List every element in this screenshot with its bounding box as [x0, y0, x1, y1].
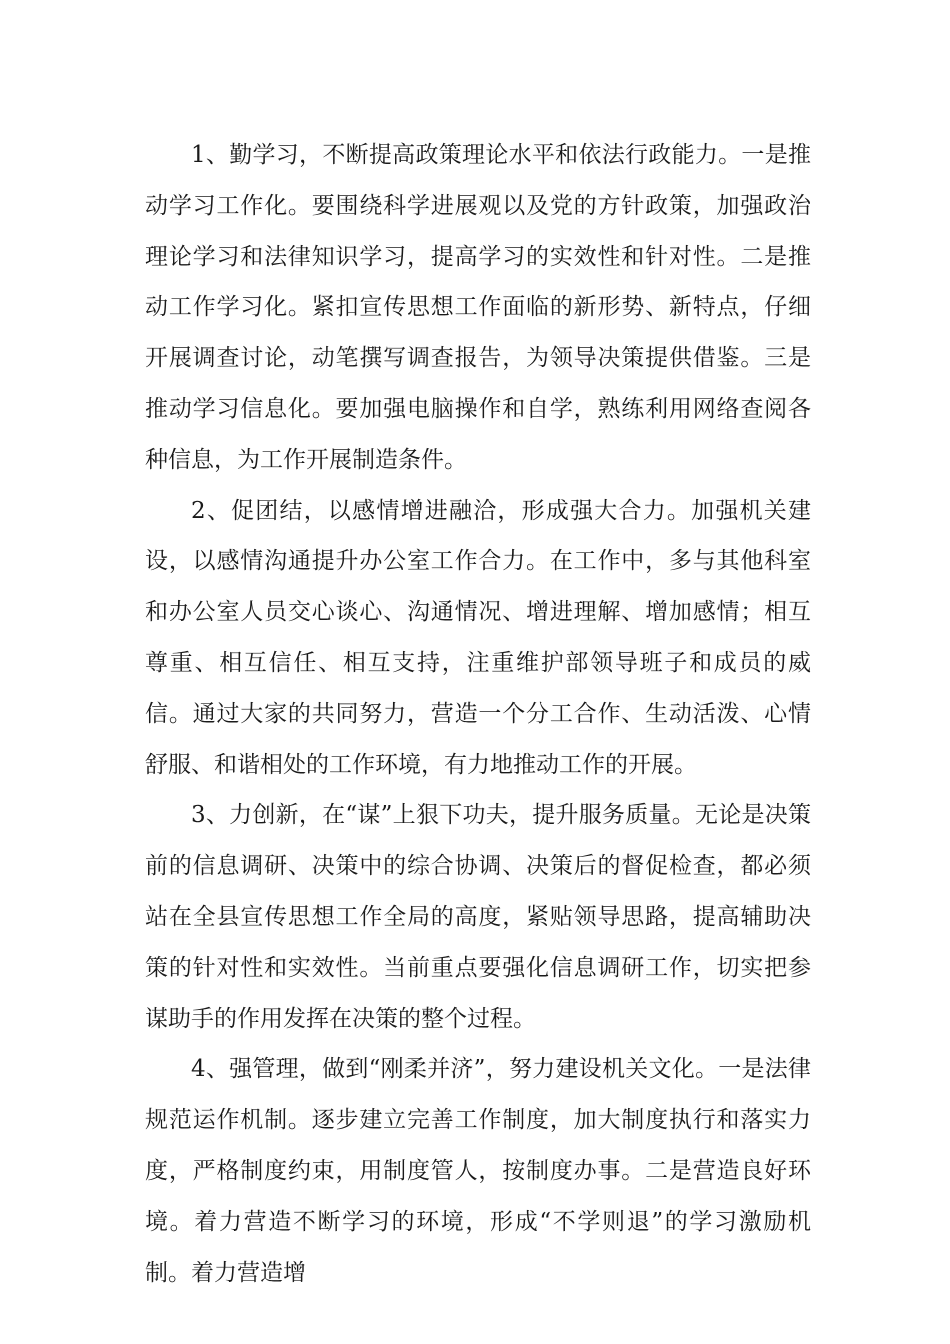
paragraph-2: 2、促团结，以感情增进融洽，形成强大合力。加强机关建设，以感情沟通提升办公室工作合力。在工作中，多与其他科室和办公室人员交心谈心、沟通情况、增进理解、增加感情；相互尊重、相互信任、相互支持，注重维护部领导班子和成员的威信。通过大家的共同努力，营造一个分工合作、生动活泼、心情舒服、和谐相处的工作环境，有力地推动工作的开展。: [145, 497, 811, 778]
paragraph-3: 3、力创新，在“谋”上狠下功夫，提升服务质量。无论是决策前的信息调研、决策中的综合协调、决策后的督促检查，都必须站在全县宣传思想工作全局的高度，紧贴领导思路，提高辅助决策的针对性和实效性。当前重点要强化信息调研工作，切实把参谋助手的作用发挥在决策的整个过程。: [145, 802, 811, 1032]
paragraph-1: 1、勤学习，不断提高政策理论水平和依法行政能力。一是推动学习工作化。要围绕科学进展观以及党的方针政策，加强政治理论学习和法律知识学习，提高学习的实效性和针对性。二是推动工作学习化。紧扣宣传思想工作面临的新形势、新特点，仔细开展调查讨论，动笔撰写调查报告，为领导决策提供借鉴。三是推动学习信息化。要加强电脑操作和自学，熟练利用网络查阅各种信息，为工作开展制造条件。: [145, 142, 811, 473]
document-body: [145, 130, 811, 1298]
paragraph-4: 4、强管理，做到“刚柔并济”，努力建设机关文化。一是法律规范运作机制。逐步建立完善工作制度，加大制度执行和落实力度，严格制度约束，用制度管人，按制度办事。二是营造良好环境。着力营造不断学习的环境，形成“不学则退”的学习激励机制。着力营造增: [145, 1056, 811, 1286]
